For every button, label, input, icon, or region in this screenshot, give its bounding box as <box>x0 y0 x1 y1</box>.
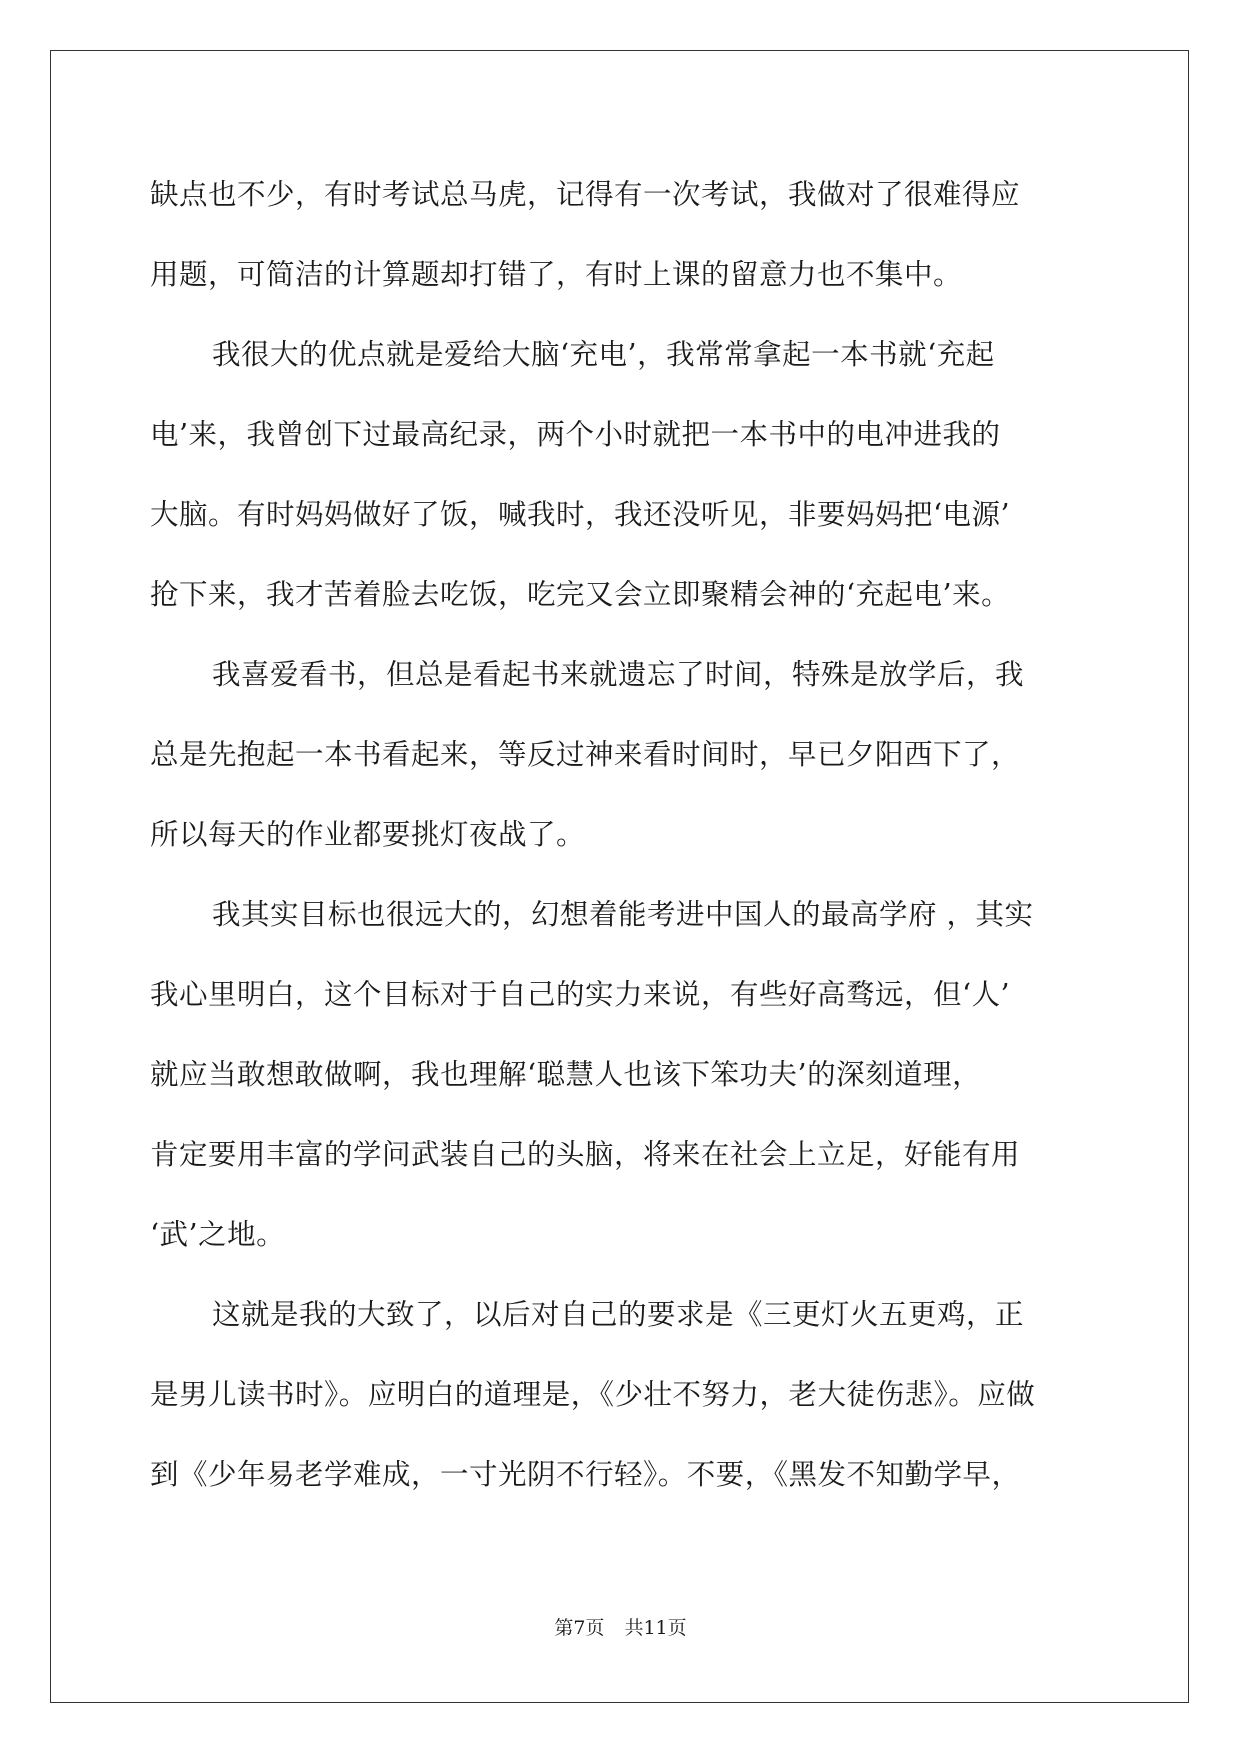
page-number: 第7页 <box>554 1617 605 1639</box>
text-line: 我喜爱看书，但总是看起书来就遗忘了时间，特殊是放学后，我 <box>212 658 1025 691</box>
text-line: 这就是我的大致了，以后对自己的要求是《三更灯火五更鸡，正 <box>212 1298 1025 1331</box>
text-line: 就应当敢想敢做啊，我也理解‘聪慧人也该下笨功夫’的深刻道理， <box>150 1058 982 1091</box>
text-line: 缺点也不少，有时考试总马虎，记得有一次考试，我做对了很难得应 <box>150 178 1021 211</box>
document-body <box>150 155 1090 1515</box>
text-line: ‘武’之地。 <box>150 1218 286 1251</box>
text-line: 大脑。有时妈妈做好了饭，喊我时，我还没听见，非要妈妈把‘电源’ <box>150 498 1011 531</box>
text-line: 所以每天的作业都要挑灯夜战了。 <box>150 818 586 851</box>
text-line: 我心里明白，这个目标对于自己的实力来说，有些好高骛远，但‘人’ <box>150 978 1011 1011</box>
text-line: 是男儿读书时》。应明白的道理是，《少壮不努力，老大徒伤悲》。应做 <box>150 1378 1036 1411</box>
page-total: 共11页 <box>624 1617 687 1639</box>
page-footer <box>0 1616 1241 1640</box>
text-line: 我很大的优点就是爱给大脑‘充电’，我常常拿起一本书就‘充起 <box>212 338 995 371</box>
text-line: 用题，可简洁的计算题却打错了，有时上课的留意力也不集中。 <box>150 258 963 291</box>
text-line: 总是先抱起一本书看起来，等反过神来看时间时，早已夕阳西下了， <box>150 738 1021 771</box>
text-line: 肯定要用丰富的学问武装自己的头脑，将来在社会上立足，好能有用 <box>150 1138 1021 1171</box>
text-line: 到《少年易老学难成，一寸光阴不行轻》。不要，《黑发不知勤学早， <box>150 1458 1021 1491</box>
text-line: 抢下来，我才苦着脸去吃饭，吃完又会立即聚精会神的‘充起电’来。 <box>150 578 1011 611</box>
text-line: 我其实目标也很远大的，幻想着能考进中国人的最高学府 ，其实 <box>212 898 1034 931</box>
text-line: 电’来，我曾创下过最高纪录，两个小时就把一本书中的电冲进我的 <box>150 418 1001 451</box>
